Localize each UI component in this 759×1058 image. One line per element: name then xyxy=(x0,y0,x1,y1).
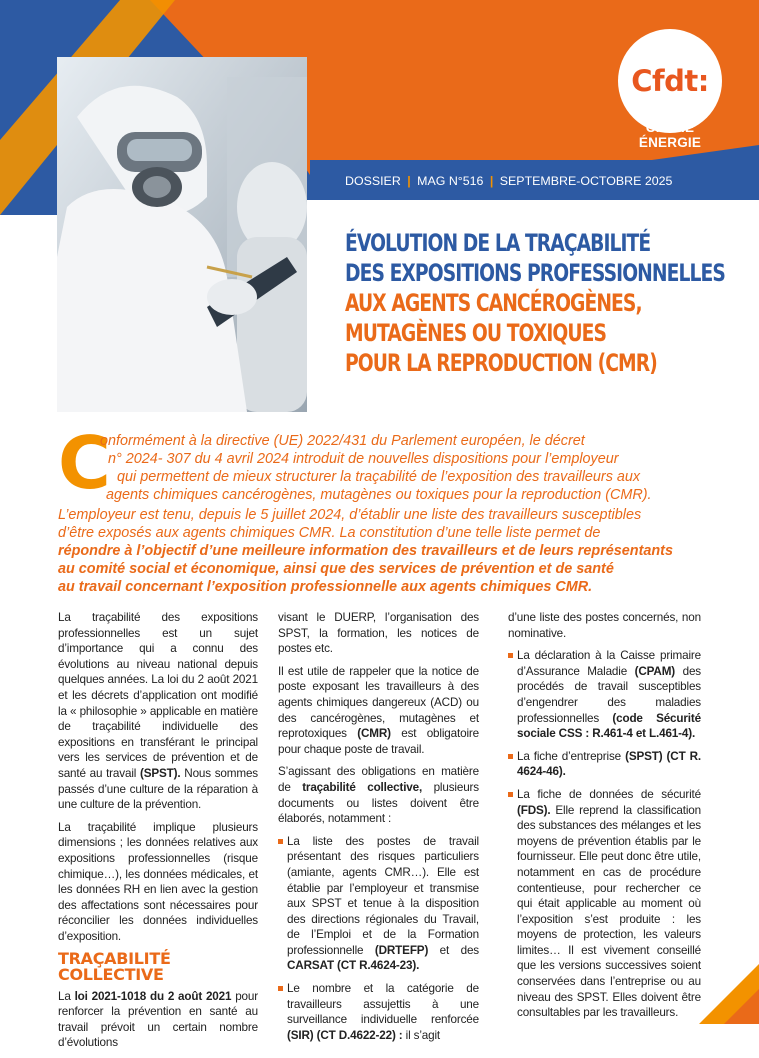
paragraph: La traçabilité implique plusieurs dimensions ; les données relatives aux expositions professionnelles (risque chimique…), les données médicales, et les données RH en lien avec la gestion des affectations sont nécessaires pour réconcilier les données individuelles d’exposition. xyxy=(58,820,258,943)
logo-subtitle: CHIMIE ÉNERGIE xyxy=(638,120,702,150)
page-title xyxy=(345,228,725,378)
separator: | xyxy=(407,174,411,188)
text: La fiche d’entreprise xyxy=(517,749,626,763)
intro-line: au travail concernant l’exposition professionnelle aux agents chimiques CMR. xyxy=(58,579,593,595)
text-bold: (SPST). xyxy=(139,766,181,780)
paragraph xyxy=(278,664,479,758)
text: pour renforcer la prévention en santé au travail prévoit un certain nombre d’évolutions xyxy=(58,989,259,1050)
title-line: ÉVOLUTION DE LA TRAÇABILITÉ xyxy=(345,229,651,257)
drop-cap: C xyxy=(58,421,111,505)
column-2 xyxy=(278,610,479,1050)
text: S’agissant des obligations en matière de xyxy=(278,765,479,794)
intro-line: qui permettent de mieux structurer la traçabilité de l’exposition des travailleurs aux xyxy=(117,469,641,485)
title-line: AUX AGENTS CANCÉROGÈNES, xyxy=(345,289,642,317)
bullet-item xyxy=(508,648,701,742)
paragraph: d’une liste des postes concernés, non nominative. xyxy=(508,611,701,640)
issue-info xyxy=(345,174,672,188)
cfdt-logo xyxy=(618,29,722,133)
text-bold: (SIR) (CT D.4622-22) : xyxy=(287,1028,403,1042)
paragraph: visant le DUERP, l’organisation des SPST, la formation, les notices de postes etc. xyxy=(278,611,479,656)
worker-photo xyxy=(57,57,307,412)
text-bold: CARSAT (CT R.4624-23). xyxy=(287,959,420,973)
bullet-item xyxy=(278,834,479,974)
text-bold: (SPST) (CT R. 4624-46). xyxy=(517,749,702,779)
text: Le nombre et la catégorie de travailleurs assujettis à une surveillance individuelle renforcée xyxy=(287,982,479,1027)
mag-number: MAG N°516 xyxy=(417,174,484,188)
text-bold: loi 2021-1018 du 2 août 2021 xyxy=(74,989,232,1003)
text-bold: (CPAM) xyxy=(634,664,676,678)
text-bold: (CMR) xyxy=(357,727,391,741)
column-3 xyxy=(508,610,701,1028)
text: est obligatoire pour chaque poste de travail. xyxy=(278,727,479,756)
bullet-item xyxy=(278,981,479,1043)
bullet-item xyxy=(508,787,701,1021)
paragraph xyxy=(58,610,258,813)
issue-date: SEPTEMBRE-OCTOBRE 2025 xyxy=(499,174,673,188)
text: La liste des postes de travail présentant des risques particuliers (amiante, agents CMR…). Elle est établie par l’employeur et transmise aux SPST et tenue à la disposition des directions régionales du Travail, de l’Emploi et de la Formation professionnelle xyxy=(287,834,479,957)
intro-line: n° 2024- 307 du 4 avril 2024 introduit de nouvelles dispositions pour l’employeur xyxy=(108,451,619,467)
paragraph xyxy=(58,989,258,1051)
intro-line: au comité social et économique, ainsi que des services de prévention et de santé xyxy=(58,561,614,577)
text: La traçabilité des expositions professionnelles est un sujet d’importance qui a connu des évolutions au niveau national depuis quelques années. La loi du 2 août 2021 et les décrets d’application ont modifié la « philosophie » applicable en matière de traçabilité individuelle des expositions en transférant le principal vers les services de prévention et de santé au travail xyxy=(58,611,258,780)
text-bold: traçabilité collective, xyxy=(302,780,423,794)
text: La xyxy=(58,989,75,1003)
dossier-label: DOSSIER xyxy=(345,174,401,188)
intro-line: agents chimiques cancérogènes, mutagènes ou toxiques pour la reproduction (CMR). xyxy=(106,487,652,503)
logo-text: Cfdt: xyxy=(631,64,709,98)
text: des procédés de travail susceptibles d’engendrer des maladies professionnelles xyxy=(517,664,701,725)
separator: | xyxy=(489,174,494,188)
text: il s’agit xyxy=(402,1028,441,1042)
text: Il est utile de rappeler que la notice de poste exposant les travailleurs à des agents chimiques dangereux (ACD) ou des cancérogènes, mutagènes et reprotoxiques xyxy=(278,664,479,741)
intro-line: répondre à l’objectif d’une meilleure information des travailleurs et de leurs représentants xyxy=(58,543,673,559)
text-bold: (code Sécurité sociale CSS : R.461-4 et L.461-4). xyxy=(517,711,701,741)
intro-line: L’employeur est tenu, depuis le 5 juillet 2024, d’établir une liste des travailleurs susceptibles xyxy=(58,507,642,523)
column-1 xyxy=(58,610,258,1058)
text: plusieurs documents ou listes doivent être élaborés, notamment : xyxy=(278,780,479,826)
intro-line: onformément à la directive (UE) 2022/431 du Parlement européen, le décret xyxy=(100,433,585,449)
section-heading: TRAÇABILITÉ COLLECTIVE xyxy=(58,949,171,985)
text: Elle reprend la classification des substances des mélanges et les moyens de prévention établis par le fournisseur. Elle peut donc être utile, notamment en cas de procédure contentieuse, pour rechercher ce qui était applicable au moment où l’exposition s’est produite : les moyens de protection, les valeurs limites… Il est vivement conseillé que les versions successives soient conservées dans l’entreprise ou au niveau des SPST. Elles doivent être consultables par les travailleurs. xyxy=(517,803,701,1020)
text: La fiche de données de sécurité xyxy=(517,787,701,801)
paragraph xyxy=(278,764,479,826)
text-bold: (DRTEFP) xyxy=(374,943,429,957)
text: La déclaration à la Caisse primaire d’Assurance Maladie xyxy=(517,649,701,678)
text-bold: (FDS). xyxy=(517,803,551,817)
text: et des xyxy=(428,943,479,957)
corner-decoration xyxy=(699,964,759,1024)
worker-in-protective-suit-photo xyxy=(57,57,307,412)
text: Nous sommes passés d’une culture de la réparation à une culture de la prévention. xyxy=(58,766,258,812)
title-line: POUR LA REPRODUCTION (CMR) xyxy=(345,349,657,377)
bullet-item xyxy=(508,749,701,780)
title-line: DES EXPOSITIONS PROFESSIONNELLES xyxy=(345,259,725,287)
intro-line: d’être exposés aux agents chimiques CMR. La constitution d’une telle liste permet de xyxy=(58,525,601,541)
title-line: MUTAGÈNES OU TOXIQUES xyxy=(345,319,607,347)
